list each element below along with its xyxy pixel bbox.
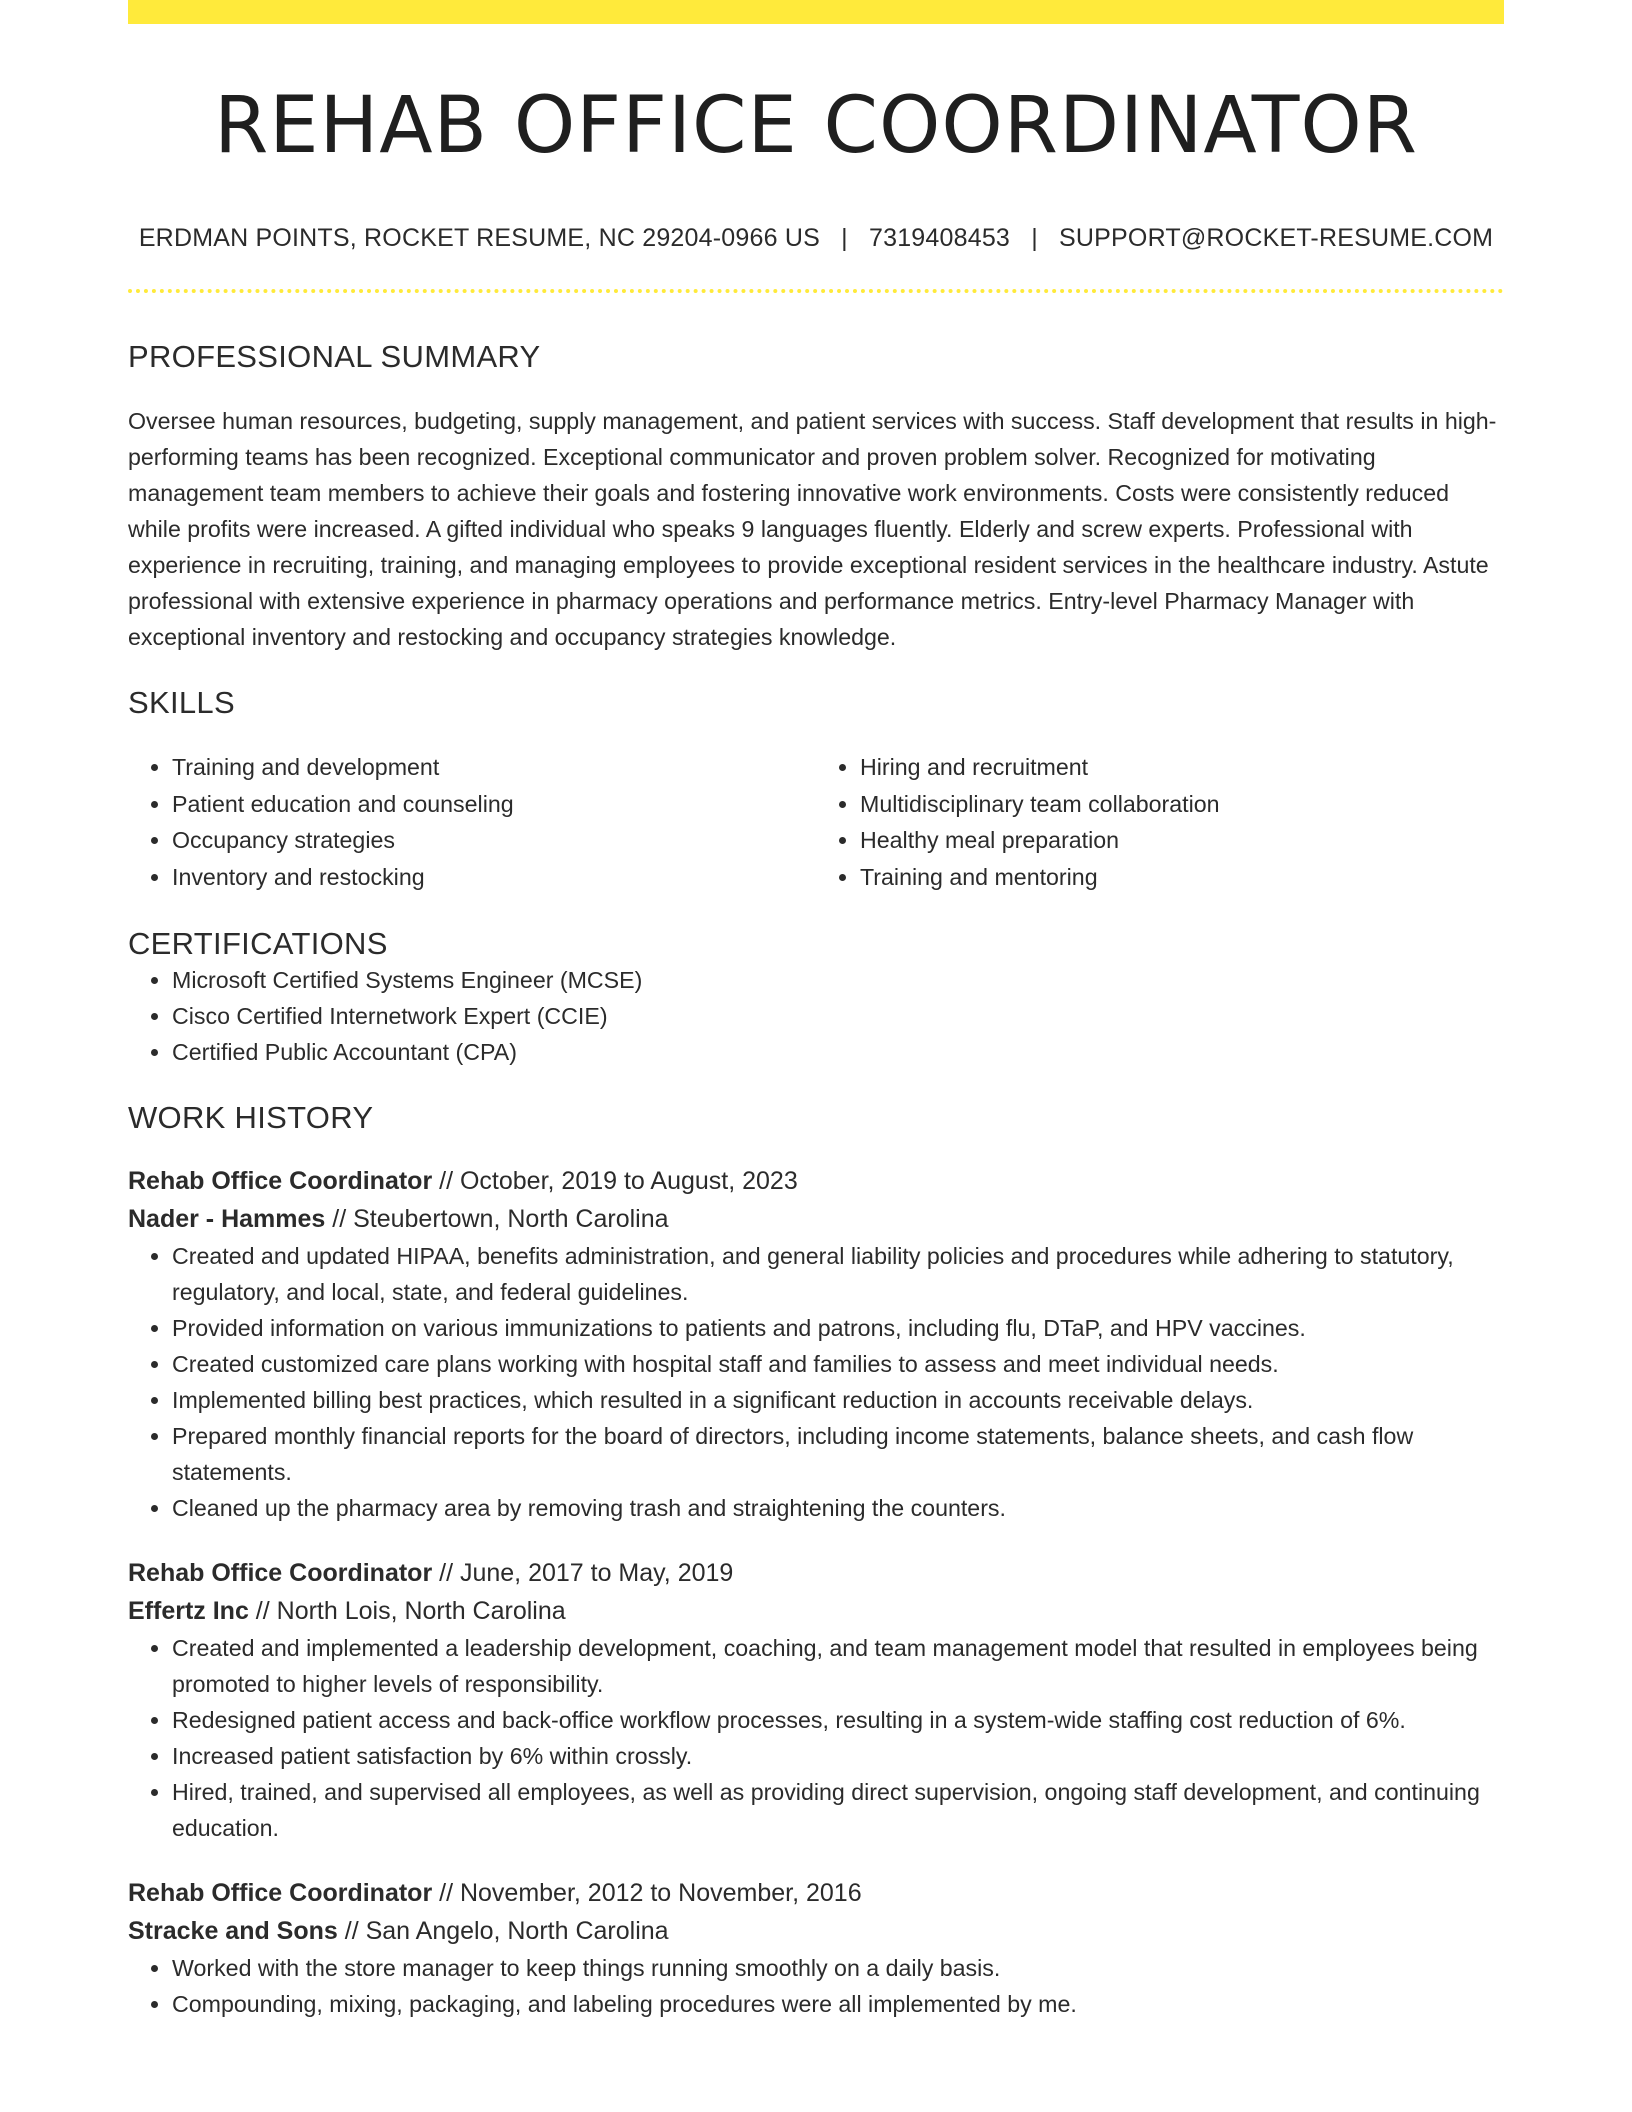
- accent-bar: [128, 0, 1504, 24]
- skills-column-right: [816, 749, 1504, 896]
- skill-item: • Hiring and recruitment: [860, 749, 1504, 786]
- contact-separator: |: [1031, 223, 1038, 252]
- resume-page: [128, 0, 1504, 2112]
- skill-item: • Multidisciplinary team collaboration: [860, 786, 1504, 823]
- job-company-line: [128, 1592, 1504, 1630]
- job-role: Rehab Office Coordinator: [128, 1166, 433, 1195]
- skills-column-left: [128, 749, 816, 896]
- job-duty-item: • Created and implemented a leadership development, coaching, and team management model that resulted in employees being promoted to higher levels of responsibility.: [172, 1630, 1504, 1702]
- job-duty-item: • Provided information on various immunizations to patients and patrons, including flu, DTaP, and HPV vaccines.: [172, 1310, 1504, 1346]
- job-duty-item: • Hired, trained, and supervised all employees, as well as providing direct supervision, ongoing staff development, and continuing education.: [172, 1774, 1504, 1846]
- job-company-line: [128, 1200, 1504, 1238]
- skill-item: • Training and mentoring: [860, 859, 1504, 896]
- summary-text: Oversee human resources, budgeting, supply management, and patient services with success. Staff development that results in high-performing teams has been recognized. Exceptional communicator and proven problem solver. Recognized for motivating management team members to achieve their goals and fostering innovative work environments. Costs were consistently reduced while profits were increased. A gifted individual who speaks 9 languages fluently. Elderly and screw experts. Professional with experience in recruiting, training, and managing employees to provide exceptional resident services in the healthcare industry. Astute professional with extensive experience in pharmacy operations and performance metrics. Entry-level Pharmacy Manager with exceptional inventory and restocking and occupancy strategies knowledge.: [128, 407, 1497, 650]
- job-duty-item: • Created customized care plans working with hospital staff and families to assess and meet individual needs.: [172, 1346, 1504, 1382]
- skill-item: • Inventory and restocking: [172, 859, 816, 896]
- summary-heading: PROFESSIONAL SUMMARY: [128, 338, 541, 374]
- job-role-line: [128, 1162, 1504, 1200]
- job-dates: // October, 2019 to August, 2023: [432, 1166, 798, 1195]
- skills-list: [128, 749, 1504, 896]
- job-company: Effertz Inc: [128, 1596, 249, 1625]
- certification-item: • Cisco Certified Internetwork Expert (CCIE): [172, 998, 1504, 1034]
- skills-heading: SKILLS: [128, 684, 235, 720]
- contact-line: [128, 224, 1504, 253]
- job-duty-item: • Created and updated HIPAA, benefits administration, and general liability policies and procedures while adhering to statutory, regulatory, and local, state, and federal guidelines.: [172, 1238, 1504, 1310]
- certifications-list: [128, 962, 1504, 1070]
- skill-item: • Healthy meal preparation: [860, 822, 1504, 859]
- job-role-line: [128, 1554, 1504, 1592]
- work-history-heading: WORK HISTORY: [128, 1099, 374, 1135]
- job-duties: [128, 1238, 1504, 1526]
- job-duties: [128, 1630, 1504, 1846]
- job-duty-item: • Compounding, mixing, packaging, and labeling procedures were all implemented by me.: [172, 1986, 1504, 2022]
- job-duties: [128, 1950, 1504, 2022]
- job-duty-item: • Redesigned patient access and back-office workflow processes, resulting in a system-wide staffing cost reduction of 6%.: [172, 1702, 1504, 1738]
- job-role: Rehab Office Coordinator: [128, 1878, 433, 1907]
- certification-item: • Certified Public Accountant (CPA): [172, 1034, 1504, 1070]
- job-company: Nader - Hammes: [128, 1204, 326, 1233]
- job-entry: [128, 1554, 1504, 1846]
- candidate-title: REHAB OFFICE COORDINATOR: [214, 81, 1418, 171]
- header-divider: [128, 289, 1504, 293]
- job-role: Rehab Office Coordinator: [128, 1558, 433, 1587]
- contact-email: SUPPORT@ROCKET-RESUME.COM: [1059, 223, 1494, 252]
- job-location: // San Angelo, North Carolina: [337, 1916, 669, 1945]
- skill-item: • Occupancy strategies: [172, 822, 816, 859]
- skill-item: • Patient education and counseling: [172, 786, 816, 823]
- contact-address: ERDMAN POINTS, ROCKET RESUME, NC 29204-0966 US: [138, 223, 820, 252]
- certifications-heading: CERTIFICATIONS: [128, 925, 388, 961]
- job-company-line: [128, 1912, 1504, 1950]
- job-duty-item: • Prepared monthly financial reports for the board of directors, including income statements, balance sheets, and cash flow statements.: [172, 1418, 1504, 1490]
- job-dates: // June, 2017 to May, 2019: [432, 1558, 734, 1587]
- contact-separator: |: [841, 223, 848, 252]
- contact-phone: 7319408453: [868, 223, 1011, 252]
- job-location: // North Lois, North Carolina: [248, 1596, 566, 1625]
- job-entry: [128, 1162, 1504, 1526]
- job-entry: [128, 1874, 1504, 2022]
- job-company: Stracke and Sons: [128, 1916, 338, 1945]
- job-duty-item: • Cleaned up the pharmacy area by removing trash and straightening the counters.: [172, 1490, 1504, 1526]
- job-dates: // November, 2012 to November, 2016: [432, 1878, 862, 1907]
- job-duty-item: • Increased patient satisfaction by 6% within crossly.: [172, 1738, 1504, 1774]
- job-duty-item: • Implemented billing best practices, which resulted in a significant reduction in accounts receivable delays.: [172, 1382, 1504, 1418]
- certification-item: • Microsoft Certified Systems Engineer (MCSE): [172, 962, 1504, 998]
- job-duty-item: • Worked with the store manager to keep things running smoothly on a daily basis.: [172, 1950, 1504, 1986]
- skill-item: • Training and development: [172, 749, 816, 786]
- job-role-line: [128, 1874, 1504, 1912]
- job-location: // Steubertown, North Carolina: [325, 1204, 669, 1233]
